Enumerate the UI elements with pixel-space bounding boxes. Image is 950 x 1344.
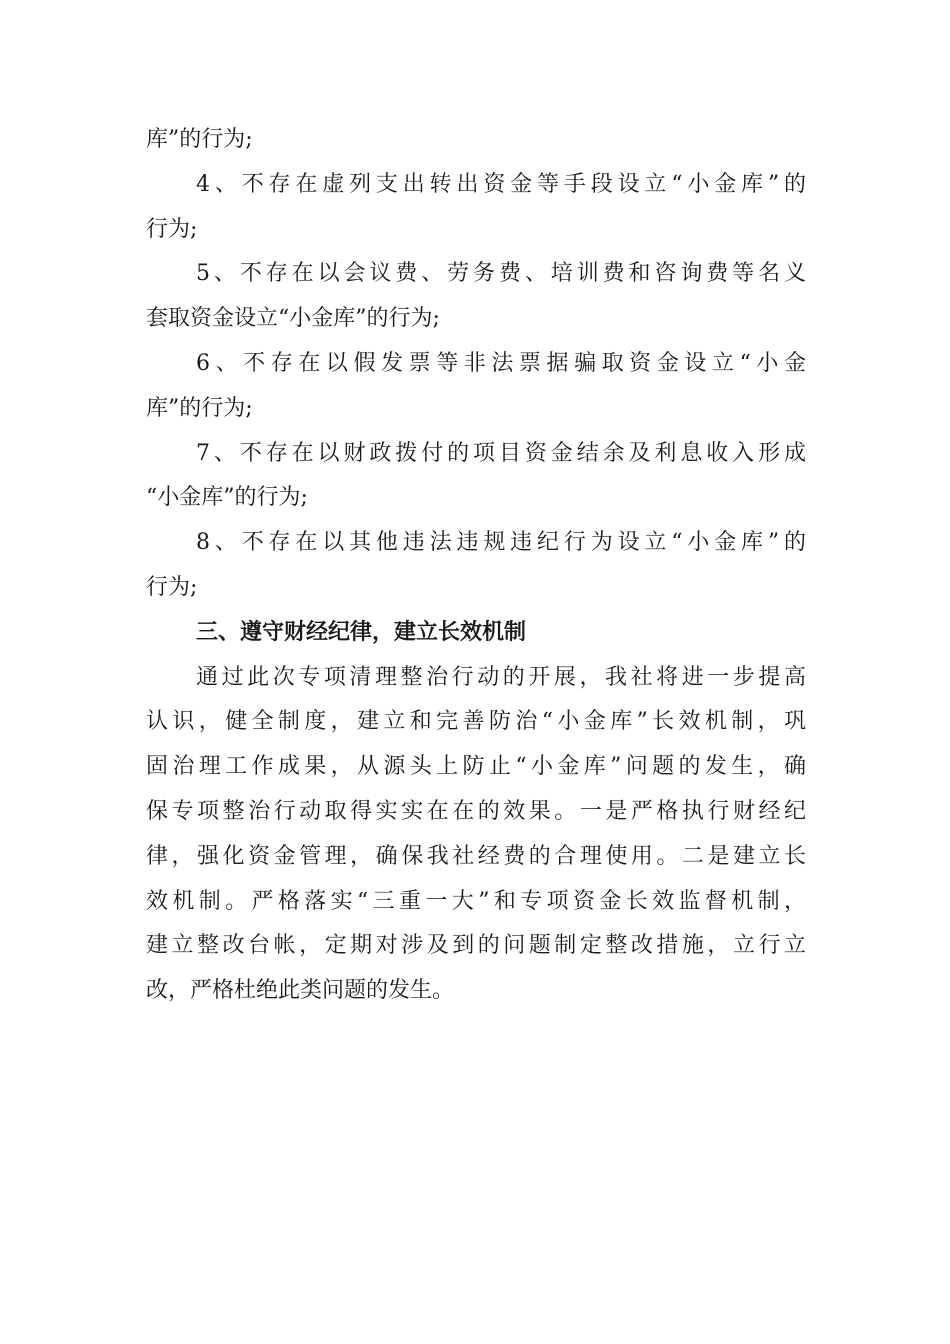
text-line: “小金库”的行为; <box>146 485 308 511</box>
paragraph-line: 保专项整治行动取得实实在在的效果。一是严格执行财经纪 <box>146 798 806 824</box>
text-line: 行为; <box>146 574 198 600</box>
paragraph-line: 改，严格杜绝此类问题的发生。 <box>146 978 455 1004</box>
paragraph-line: 认识，健全制度，建立和完善防治“小金库”长效机制，巩 <box>146 709 806 735</box>
paragraph-line: 效机制。严格落实“三重一大”和专项资金长效监督机制， <box>146 888 806 914</box>
text-line: 套取资金设立“小金库”的行为; <box>146 306 440 332</box>
paragraph-line: 建立整改台帐，定期对涉及到的问题制定整改措施，立行立 <box>146 933 806 959</box>
text-line: 库”的行为; <box>146 127 253 152</box>
paragraph-line: 固治理工作成果，从源头上防止“小金库”问题的发生，确 <box>146 754 806 780</box>
section-heading: 三、遵守财经纪律，建立长效机制 <box>196 619 527 645</box>
list-item-5-line: 5、不存在以会议费、劳务费、培训费和咨询费等名义 <box>196 261 806 287</box>
list-item-4-line: 4、不存在虚列支出转出资金等手段设立“小金库”的 <box>196 171 806 197</box>
paragraph-line: 律，强化资金管理，确保我社经费的合理使用。二是建立长 <box>146 843 806 869</box>
list-item-8-line: 8、不存在以其他违法违规违纪行为设立“小金库”的 <box>196 530 806 556</box>
text-line: 库”的行为; <box>146 395 253 421</box>
list-item-6-line: 6、不存在以假发票等非法票据骗取资金设立“小金 <box>196 350 806 376</box>
list-item-7-line: 7、不存在以财政拨付的项目资金结余及利息收入形成 <box>196 440 806 466</box>
paragraph-line: 通过此次专项清理整治行动的开展，我社将进一步提高 <box>196 664 806 690</box>
text-line: 行为; <box>146 216 198 242</box>
document-page <box>146 118 806 1014</box>
